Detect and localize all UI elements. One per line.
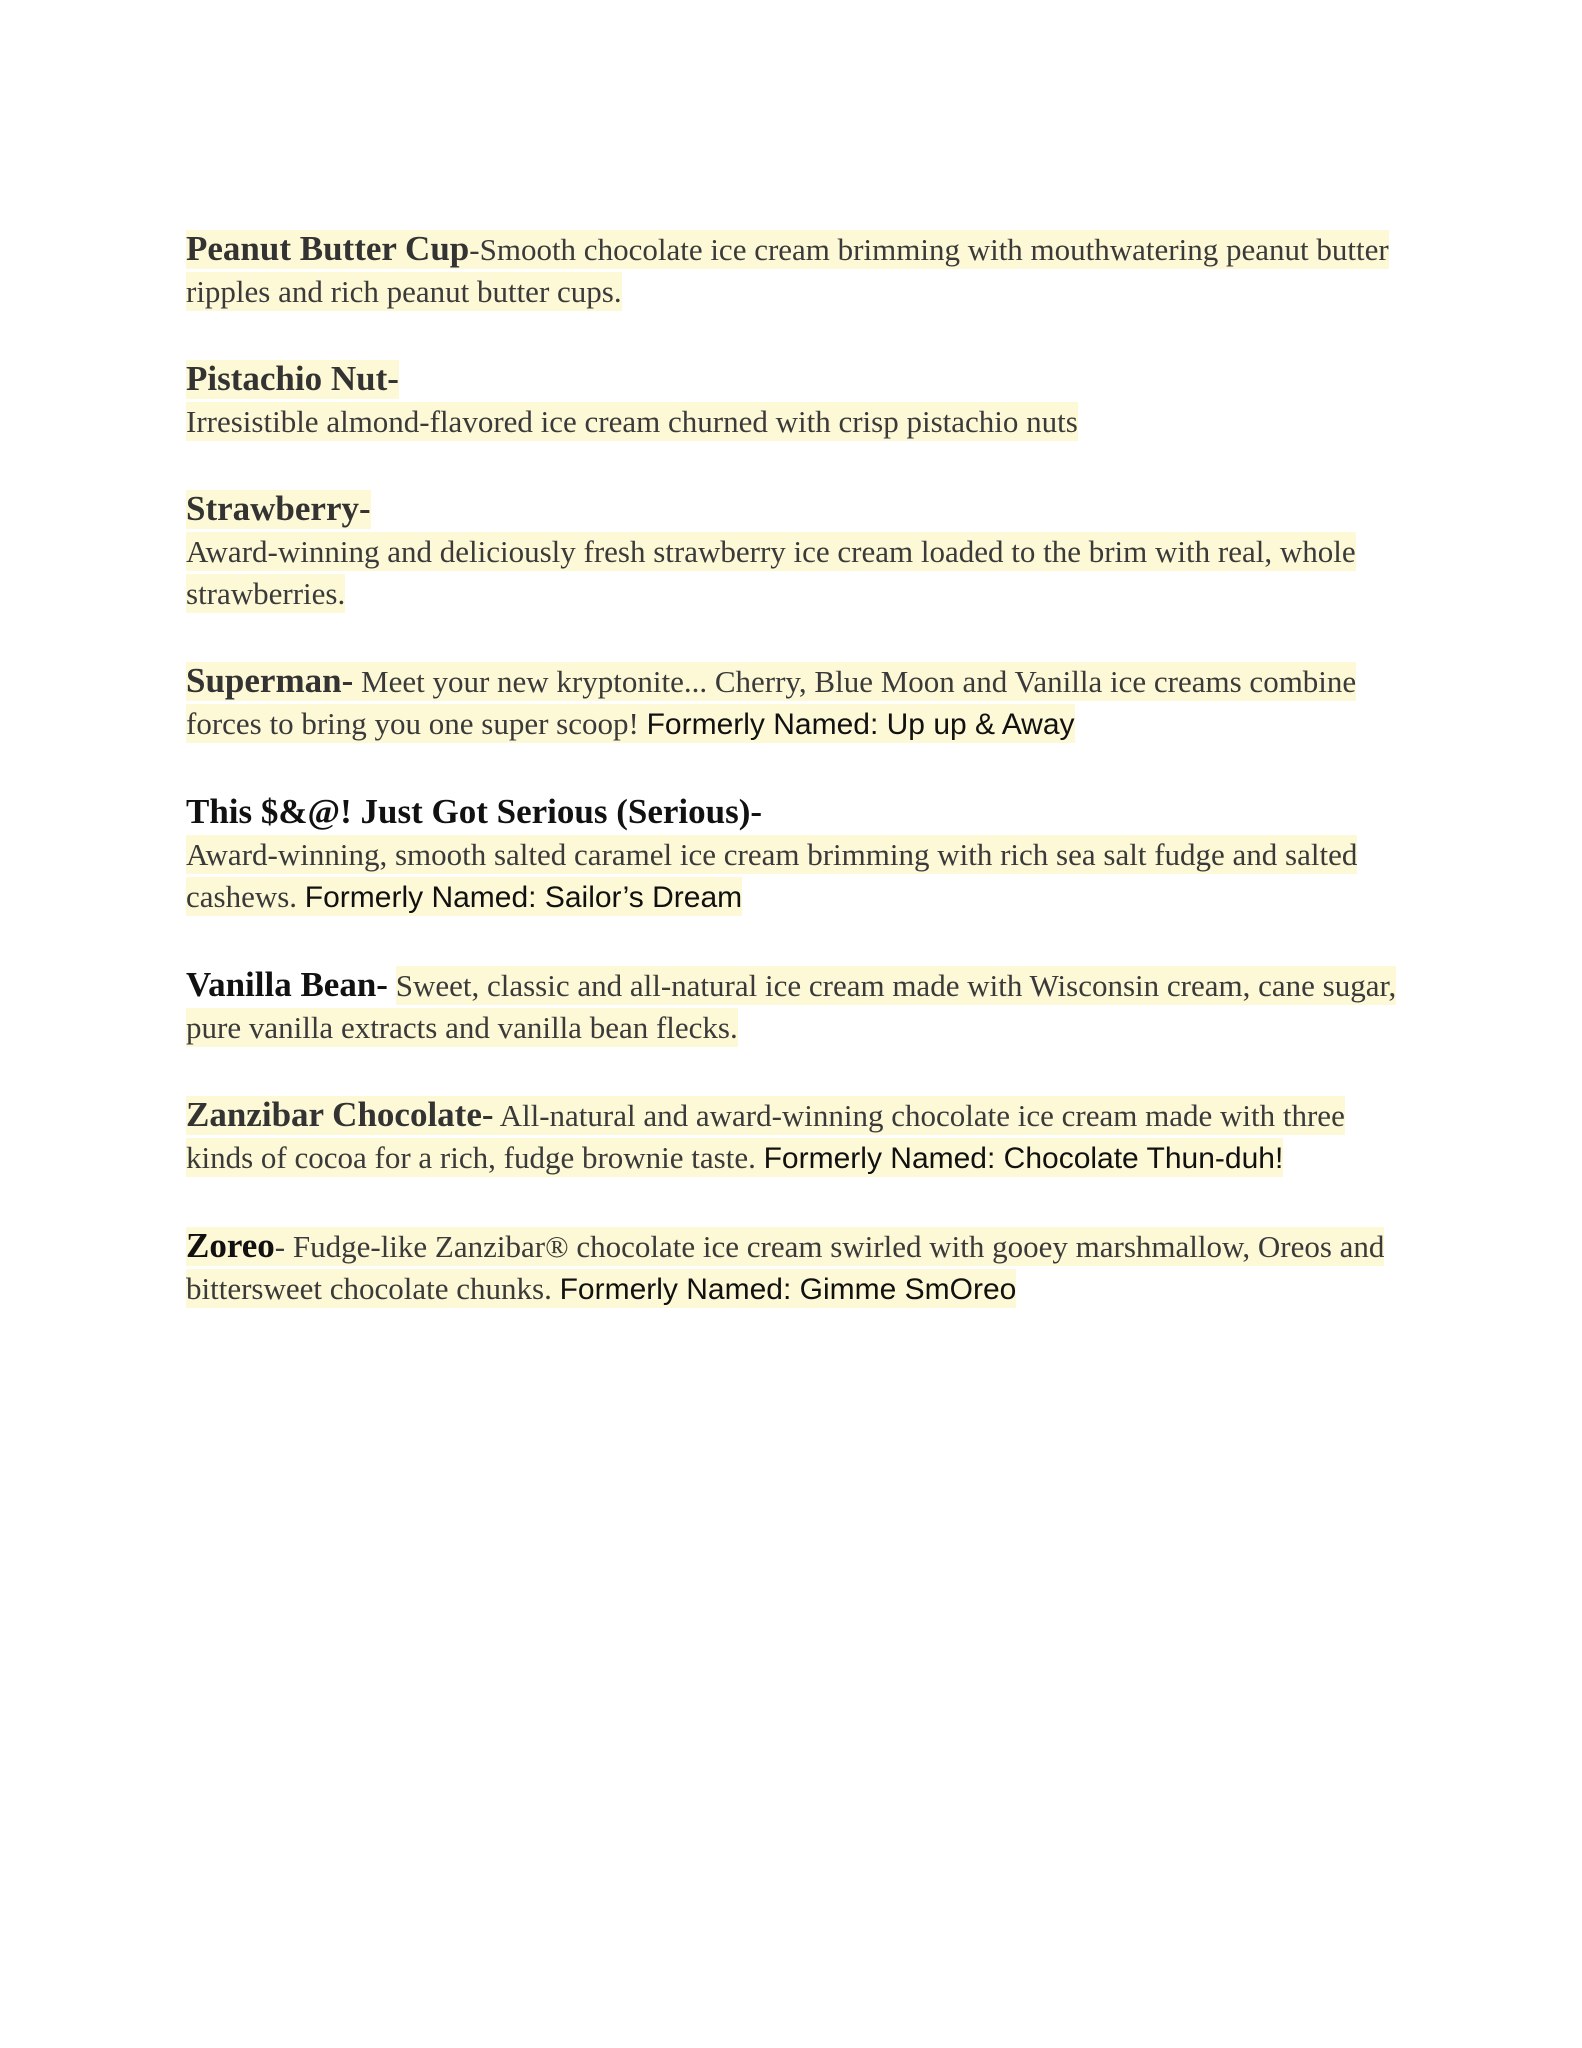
flavor-description: Fudge-like Zanzibar® chocolate ice cream swirled with gooey marshmallow, Oreos and bittersweet chocolate chunks. xyxy=(186,1229,1385,1306)
flavor-separator: - xyxy=(274,1229,286,1264)
flavor-name: This $&@! Just Got Serious (Serious)- xyxy=(186,792,763,831)
flavor-name: Pistachio Nut- xyxy=(186,359,399,398)
flavor-entry-serious xyxy=(186,791,1406,919)
flavor-name: Vanilla Bean- xyxy=(186,965,388,1004)
flavor-separator: - xyxy=(469,232,480,267)
flavor-name: Zanzibar Chocolate- xyxy=(186,1095,494,1134)
flavor-description: Sweet, classic and all-natural ice cream made with Wisconsin cream, cane sugar, pure vanilla extracts and vanilla bean flecks. xyxy=(186,968,1397,1045)
formerly-named: Formerly Named: Gimme SmOreo xyxy=(559,1273,1017,1306)
flavor-description: All-natural and award-winning chocolate ice cream made with three kinds of cocoa for a rich, fudge brownie taste. xyxy=(186,1098,1345,1175)
flavor-entry-superman xyxy=(186,660,1406,746)
flavor-name: Superman- xyxy=(186,661,354,700)
flavor-name: Peanut Butter Cup xyxy=(186,229,470,268)
flavor-list xyxy=(186,228,1406,1356)
flavor-description: Meet your new kryptonite... Cherry, Blue Moon and Vanilla ice creams combine forces to bring you one super scoop! xyxy=(186,664,1357,741)
flavor-name: Zoreo xyxy=(186,1226,275,1265)
flavor-description: Award-winning, smooth salted caramel ice cream brimming with rich sea salt fudge and salted cashews. xyxy=(186,837,1358,914)
flavor-entry-peanut-butter-cup xyxy=(186,228,1406,313)
flavor-description: Irresistible almond-flavored ice cream churned with crisp pistachio nuts xyxy=(186,404,1078,439)
formerly-named: Formerly Named: Sailor’s Dream xyxy=(304,881,743,914)
flavor-description: Award-winning and deliciously fresh strawberry ice cream loaded to the brim with real, whole strawberries. xyxy=(186,534,1356,611)
flavor-entry-pistachio-nut xyxy=(186,358,1406,443)
flavor-entry-zanzibar-chocolate xyxy=(186,1094,1406,1180)
flavor-entry-strawberry xyxy=(186,488,1406,615)
flavor-entry-zoreo xyxy=(186,1225,1406,1311)
flavor-description: Smooth chocolate ice cream brimming with mouthwatering peanut butter ripples and rich peanut butter cups. xyxy=(186,232,1389,309)
formerly-named: Formerly Named: Chocolate Thun-duh! xyxy=(763,1142,1284,1175)
flavor-entry-vanilla-bean xyxy=(186,964,1406,1049)
flavor-name: Strawberry- xyxy=(186,489,371,528)
formerly-named: Formerly Named: Up up & Away xyxy=(646,708,1075,741)
